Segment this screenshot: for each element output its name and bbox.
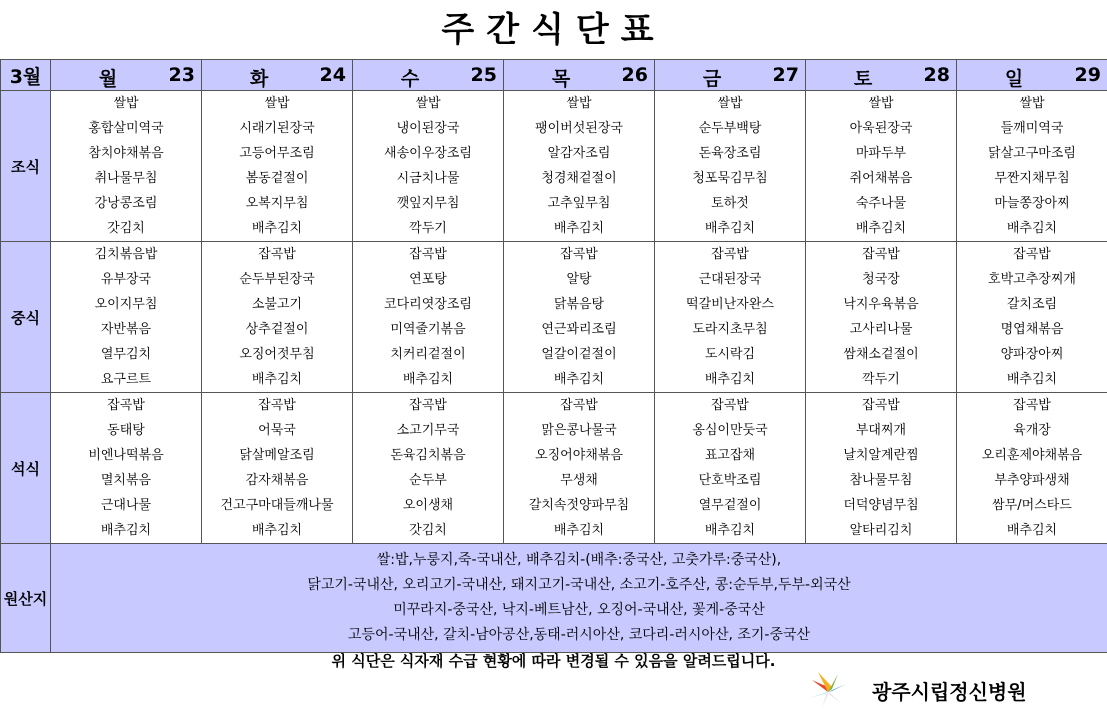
menu-item: 미역줄기볶음	[390, 322, 466, 337]
menu-item: 더덕양념무침	[843, 498, 919, 513]
day-date: 25	[470, 64, 497, 86]
menu-item: 날치알계란찜	[843, 448, 919, 463]
hospital-logo-icon	[808, 670, 848, 708]
meal-label: 중식	[1, 242, 51, 393]
menu-item: 잡곡밥	[258, 398, 296, 413]
menu-item: 잡곡밥	[560, 247, 598, 262]
meal-cell	[51, 242, 202, 393]
meal-cell	[806, 393, 957, 544]
menu-item: 감자채볶음	[245, 473, 309, 488]
menu-item: 쌀밥	[717, 96, 743, 111]
menu-item: 봄동겉절이	[245, 171, 309, 186]
meal-cell	[51, 91, 202, 242]
menu-item: 돈육김치볶음	[390, 448, 466, 463]
menu-item: 쌀밥	[264, 96, 290, 111]
day-name: 목	[551, 68, 571, 90]
menu-item: 배추김치	[1006, 523, 1058, 538]
menu-item: 배추김치	[553, 523, 605, 538]
menu-item: 마파두부	[855, 146, 907, 161]
meal-cell	[957, 393, 1107, 544]
origin-row	[1, 544, 1107, 653]
meal-cell	[806, 91, 957, 242]
menu-item: 배추김치	[553, 221, 605, 236]
menu-item: 도라지초무침	[692, 322, 768, 337]
day-name: 월	[98, 68, 118, 90]
weekly-menu-table	[0, 59, 1107, 653]
menu-item: 고추잎무침	[547, 196, 611, 211]
menu-item: 배추김치	[855, 221, 907, 236]
menu-item: 쌀밥	[113, 96, 139, 111]
menu-item: 돈육장조림	[698, 146, 762, 161]
menu-item: 열무겉절이	[698, 498, 762, 513]
origin-content	[51, 544, 1107, 653]
menu-item: 청포묵김무침	[692, 171, 768, 186]
day-header-sat	[806, 60, 957, 91]
menu-item: 쥐어채볶음	[849, 171, 913, 186]
page-title: 주간식단표	[441, 10, 666, 50]
menu-item: 배추김치	[1006, 372, 1058, 387]
menu-item: 연근꽈리조림	[541, 322, 617, 337]
meal-cell	[202, 393, 353, 544]
menu-item: 닭볶음탕	[553, 297, 605, 312]
meal-cell	[504, 242, 655, 393]
menu-item: 알타리김치	[849, 523, 913, 538]
menu-item: 쌈무/머스타드	[992, 498, 1072, 513]
menu-item: 강낭콩조림	[94, 196, 158, 211]
menu-item: 쌈채소겉절이	[843, 347, 919, 362]
meal-row-lunch	[1, 242, 1107, 393]
menu-item: 소고기무국	[396, 423, 460, 438]
menu-item: 열무김치	[100, 347, 152, 362]
menu-item: 근대나물	[100, 498, 152, 513]
menu-item: 근대된장국	[698, 272, 762, 287]
meal-cell	[353, 242, 504, 393]
menu-item: 잡곡밥	[409, 247, 447, 262]
day-date: 27	[772, 64, 799, 86]
menu-item: 아욱된장국	[849, 121, 913, 136]
day-header-tue	[202, 60, 353, 91]
menu-item: 순두부된장국	[239, 272, 315, 287]
month-label: 3월	[1, 60, 51, 91]
menu-item: 쌀밥	[415, 96, 441, 111]
menu-item: 표고잡채	[704, 448, 756, 463]
meal-label: 석식	[1, 393, 51, 544]
day-date: 24	[319, 64, 346, 86]
menu-item: 청경채겉절이	[541, 171, 617, 186]
menu-item: 김치볶음밥	[94, 247, 158, 262]
menu-item: 잡곡밥	[1013, 398, 1051, 413]
menu-item: 배추김치	[553, 372, 605, 387]
day-name: 화	[249, 68, 269, 90]
day-date: 29	[1074, 64, 1101, 86]
menu-item: 치커리겉절이	[390, 347, 466, 362]
menu-item: 배추김치	[704, 523, 756, 538]
menu-item: 쌀밥	[566, 96, 592, 111]
header-row	[1, 60, 1107, 91]
menu-item: 홍합살미역국	[88, 121, 164, 136]
menu-item: 잡곡밥	[711, 398, 749, 413]
menu-item: 시금치나물	[396, 171, 460, 186]
menu-item: 무생채	[560, 473, 598, 488]
menu-item: 오리훈제야채볶음	[981, 448, 1083, 463]
menu-item: 육개장	[1013, 423, 1051, 438]
menu-item: 옹심이만둣국	[692, 423, 768, 438]
day-date: 26	[621, 64, 648, 86]
meal-label: 조식	[1, 91, 51, 242]
menu-item: 낙지우육볶음	[843, 297, 919, 312]
menu-item: 잡곡밥	[560, 398, 598, 413]
menu-item: 잡곡밥	[1013, 247, 1051, 262]
hospital-name: 광주시립정신병원	[872, 680, 1027, 704]
meal-cell	[504, 393, 655, 544]
meal-cell	[957, 91, 1107, 242]
day-date: 28	[923, 64, 950, 86]
day-name: 토	[853, 68, 873, 90]
meal-row-breakfast	[1, 91, 1107, 242]
menu-item: 오복지무침	[245, 196, 309, 211]
menu-item: 부추양파생채	[994, 473, 1070, 488]
menu-item: 오이지무침	[94, 297, 158, 312]
meal-row-dinner	[1, 393, 1107, 544]
menu-item: 참나물무침	[849, 473, 913, 488]
menu-item: 청국장	[862, 272, 900, 287]
menu-item: 떡갈비난자완스	[686, 297, 774, 312]
menu-item: 갈치속젓양파무침	[528, 498, 630, 513]
menu-item: 자반볶음	[100, 322, 152, 337]
origin-line: 미꾸라지-중국산, 낙지-베트남산, 오징어-국내산, 꽃게-중국산	[393, 602, 765, 618]
menu-item: 순두부	[409, 473, 447, 488]
menu-item: 양파장아찌	[1000, 347, 1064, 362]
menu-item: 쌀밥	[1019, 96, 1045, 111]
menu-item: 팽이버섯된장국	[535, 121, 623, 136]
menu-item: 깍두기	[409, 221, 447, 236]
menu-item: 잡곡밥	[711, 247, 749, 262]
menu-item: 잡곡밥	[107, 398, 145, 413]
menu-item: 갓김치	[409, 523, 447, 538]
menu-item: 동태탕	[107, 423, 145, 438]
menu-item: 닭살고구마조림	[988, 146, 1076, 161]
day-header-thu	[504, 60, 655, 91]
menu-item: 알탕	[566, 272, 592, 287]
menu-item: 잡곡밥	[258, 247, 296, 262]
origin-label: 원산지	[1, 544, 51, 653]
menu-item: 어묵국	[258, 423, 296, 438]
menu-item: 냉이된장국	[396, 121, 460, 136]
menu-item: 토하젓	[711, 196, 749, 211]
menu-item: 오징어야채볶음	[535, 448, 623, 463]
menu-item: 잡곡밥	[862, 247, 900, 262]
menu-item: 비엔나떡볶음	[88, 448, 164, 463]
menu-item: 배추김치	[704, 221, 756, 236]
menu-item: 연포탕	[409, 272, 447, 287]
menu-item: 들깨미역국	[1000, 121, 1064, 136]
menu-item: 참치야채볶음	[88, 146, 164, 161]
meal-cell	[655, 91, 806, 242]
menu-item: 무짠지채무침	[994, 171, 1070, 186]
day-date: 23	[168, 64, 195, 86]
day-header-wed	[353, 60, 504, 91]
day-header-mon	[51, 60, 202, 91]
menu-item: 배추김치	[251, 372, 303, 387]
origin-line: 고등어-국내산, 갈치-남아공산,동태-러시아산, 코다리-러시아산, 조기-중국산	[347, 627, 811, 643]
menu-item: 잡곡밥	[409, 398, 447, 413]
origin-line: 쌀:밥,누룽지,죽-국내산, 배추김치-(배추:중국산, 고춧가루:중국산),	[376, 552, 782, 568]
day-header-fri	[655, 60, 806, 91]
menu-item: 건고구마대들깨나물	[220, 498, 334, 513]
menu-item: 부대찌개	[855, 423, 907, 438]
menu-item: 명엽채볶음	[1000, 322, 1064, 337]
menu-item: 얼갈이겉절이	[541, 347, 617, 362]
day-name: 일	[1004, 68, 1024, 90]
menu-item: 오이생채	[402, 498, 454, 513]
menu-item: 갓김치	[107, 221, 145, 236]
notice-text: 위 식단은 식자재 수급 현황에 따라 변경될 수 있음을 알려드립니다.	[331, 652, 776, 670]
menu-item: 순두부백탕	[698, 121, 762, 136]
menu-item: 고사리나물	[849, 322, 913, 337]
menu-item: 호박고추장찌개	[988, 272, 1076, 287]
menu-item: 배추김치	[1006, 221, 1058, 236]
menu-item: 쌀밥	[868, 96, 894, 111]
menu-item: 소불고기	[251, 297, 303, 312]
menu-item: 시래기된장국	[239, 121, 315, 136]
day-name: 금	[702, 68, 722, 90]
menu-item: 멸치볶음	[100, 473, 152, 488]
menu-item: 도시락김	[704, 347, 756, 362]
menu-item: 깻잎지무침	[396, 196, 460, 211]
menu-item: 오징어젓무침	[239, 347, 315, 362]
meal-cell	[655, 393, 806, 544]
day-name: 수	[400, 68, 420, 90]
menu-item: 단호박조림	[698, 473, 762, 488]
menu-item: 배추김치	[402, 372, 454, 387]
menu-item: 새송이우장조림	[384, 146, 472, 161]
meal-cell	[51, 393, 202, 544]
menu-item: 배추김치	[251, 523, 303, 538]
meal-cell	[504, 91, 655, 242]
menu-item: 마늘쫑장아찌	[994, 196, 1070, 211]
menu-item: 맑은콩나물국	[541, 423, 617, 438]
menu-item: 갈치조림	[1006, 297, 1058, 312]
menu-item: 알감자조림	[547, 146, 611, 161]
origin-line: 닭고기-국내산, 오리고기-국내산, 돼지고기-국내산, 소고기-호주산, 콩:순두부,두부-외국산	[307, 577, 851, 593]
meal-cell	[353, 393, 504, 544]
menu-item: 취나물무침	[94, 171, 158, 186]
meal-cell	[957, 242, 1107, 393]
meal-cell	[202, 91, 353, 242]
menu-item: 배추김치	[251, 221, 303, 236]
menu-item: 잡곡밥	[862, 398, 900, 413]
meal-cell	[806, 242, 957, 393]
day-header-sun	[957, 60, 1107, 91]
menu-item: 상추겉절이	[245, 322, 309, 337]
menu-item: 숙주나물	[855, 196, 907, 211]
meal-cell	[655, 242, 806, 393]
menu-item: 유부장국	[100, 272, 152, 287]
menu-item: 깍두기	[862, 372, 900, 387]
menu-item: 배추김치	[704, 372, 756, 387]
meal-cell	[202, 242, 353, 393]
menu-item: 요구르트	[100, 372, 152, 387]
meal-cell	[353, 91, 504, 242]
menu-item: 고등어무조림	[239, 146, 315, 161]
menu-item: 배추김치	[100, 523, 152, 538]
menu-item: 닭살메알조림	[239, 448, 315, 463]
menu-item: 코다리엿장조림	[384, 297, 472, 312]
